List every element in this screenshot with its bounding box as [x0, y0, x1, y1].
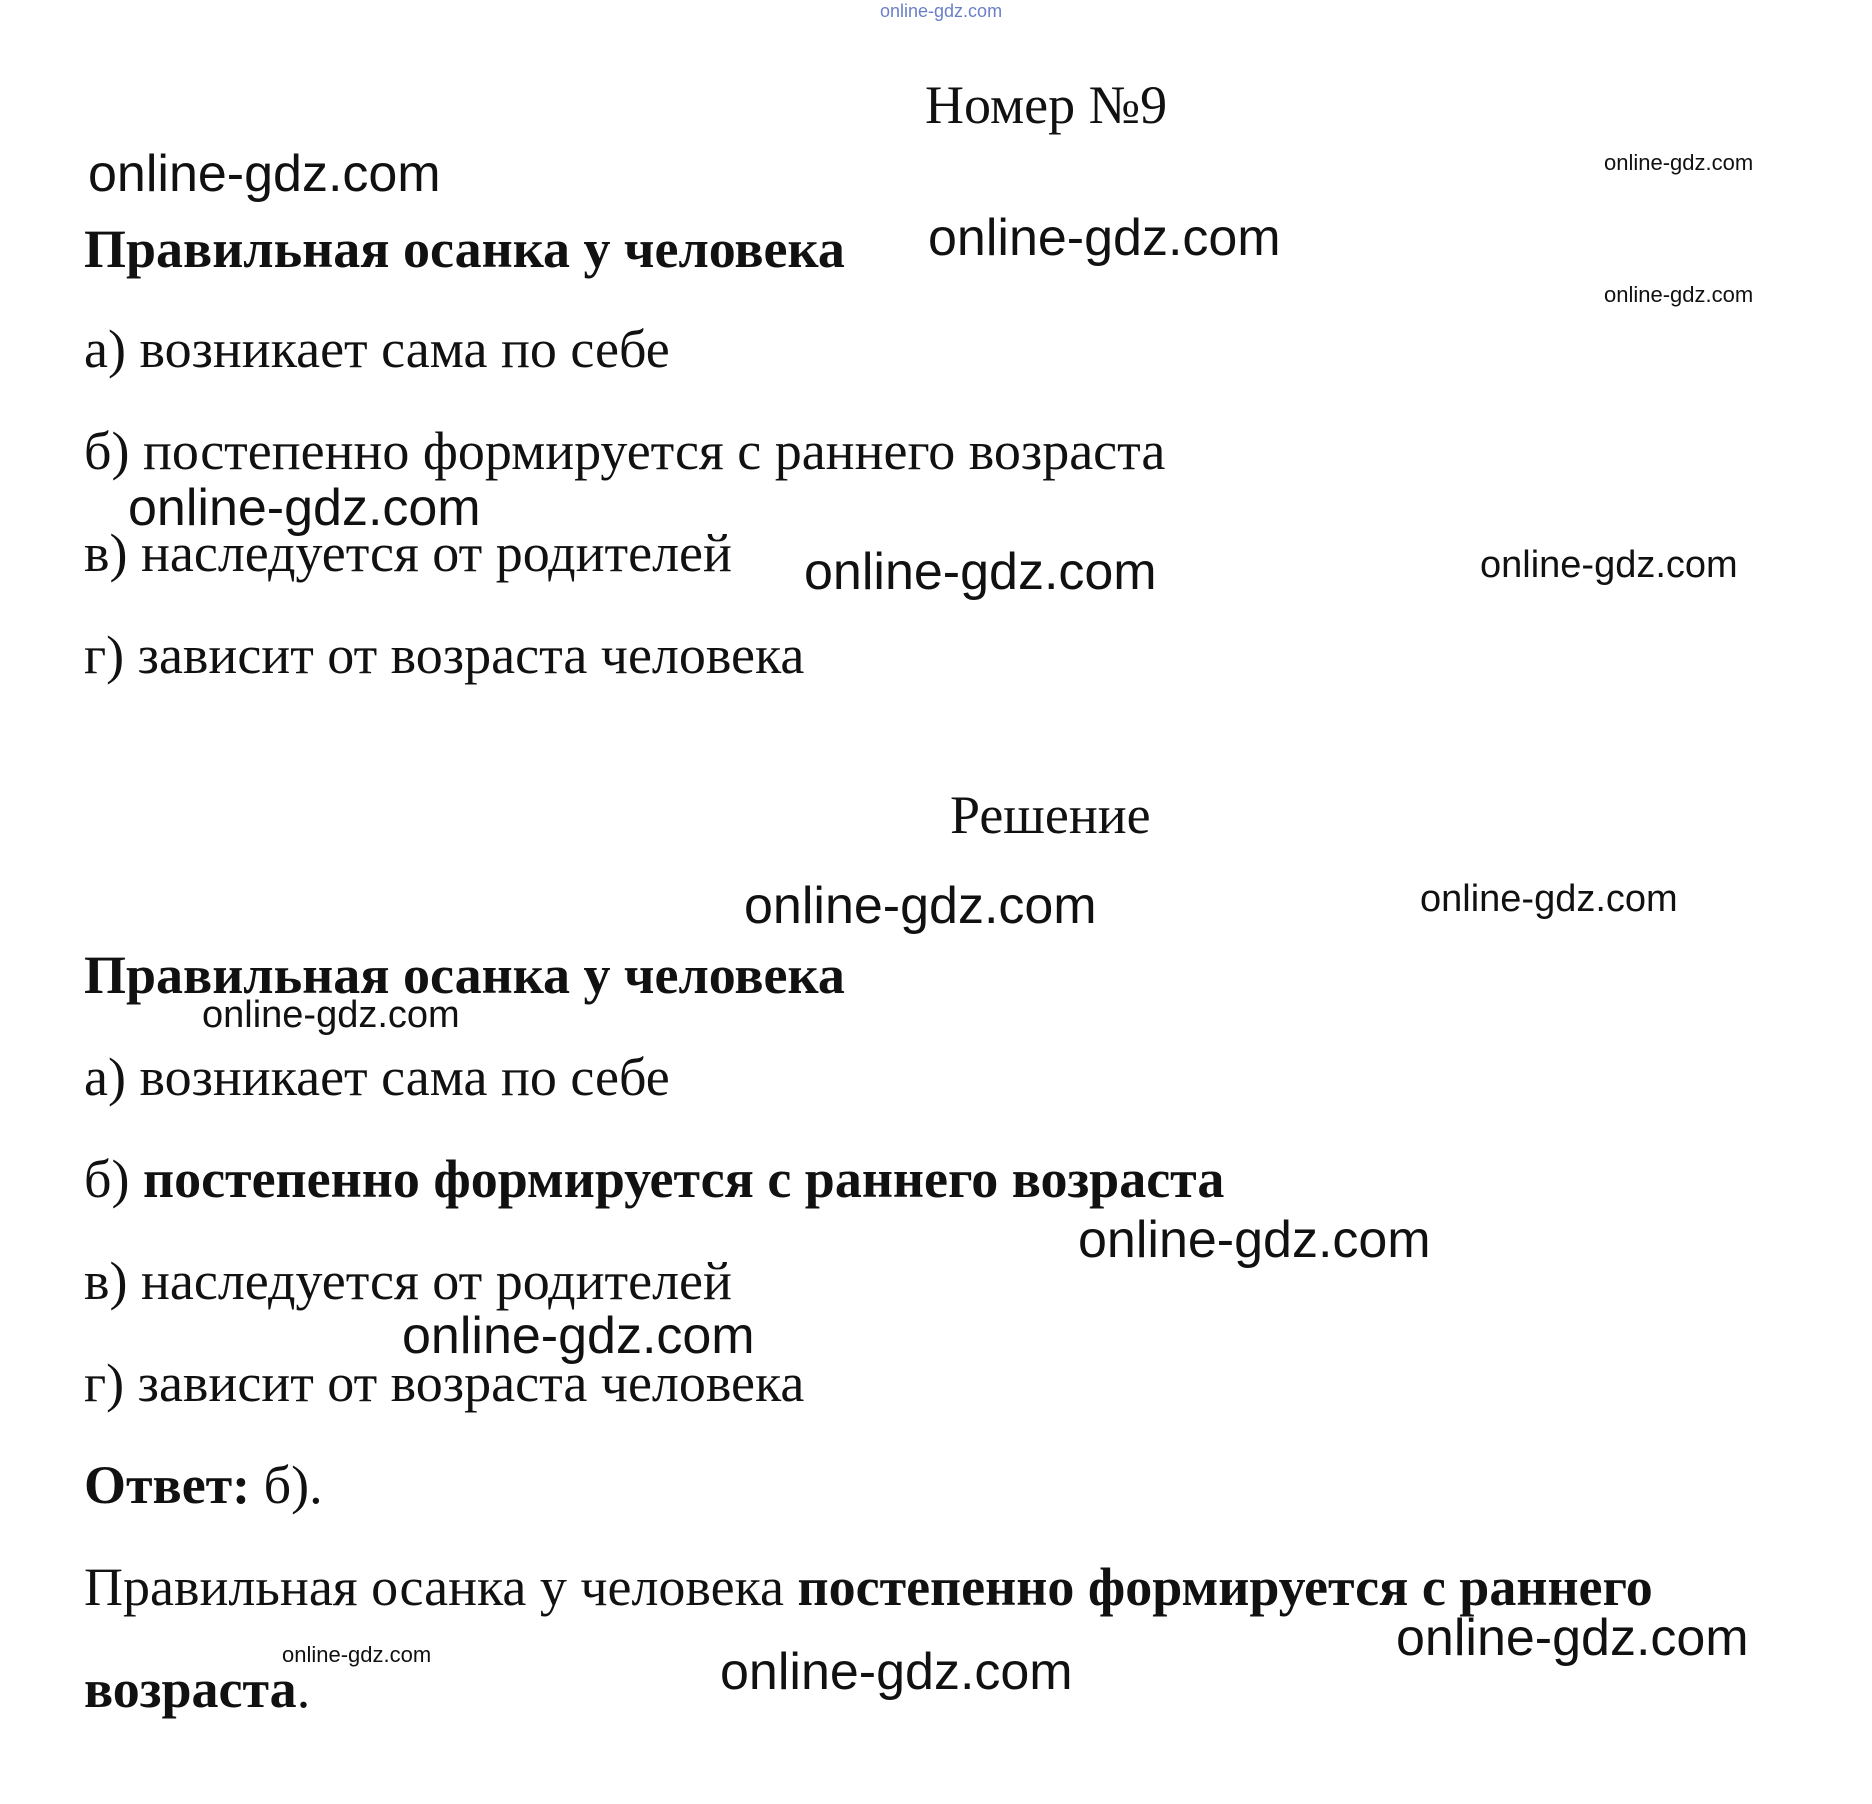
answer-line [84, 1455, 323, 1515]
watermark: online-gdz.com [282, 1642, 432, 1667]
solution-title: Решение [950, 785, 1151, 845]
watermark: online-gdz.com [1078, 1211, 1431, 1269]
exercise-option-a: а) возникает сама по себе [84, 319, 670, 379]
watermark: online-gdz.com [744, 877, 1097, 935]
option-b-prefix: б) [84, 1149, 143, 1209]
solution-option-v: в) наследуется от родителей [84, 1251, 732, 1311]
answer-value: б). [250, 1455, 323, 1515]
conclusion-line-1 [84, 1557, 1653, 1617]
exercise-option-b: б) постепенно формируется с раннего возраста [84, 421, 1166, 481]
exercise-option-v: в) наследуется от родителей [84, 523, 732, 583]
solution-option-b [84, 1149, 1225, 1209]
conclusion-end: . [296, 1659, 311, 1719]
watermark: online-gdz.com [1604, 150, 1754, 175]
conclusion-plain: Правильная осанка у человека [84, 1557, 798, 1617]
watermark: online-gdz.com [928, 209, 1281, 267]
watermark: online-gdz.com [402, 1307, 755, 1365]
exercise-title: Номер №9 [925, 75, 1168, 135]
watermark: online-gdz.com [88, 145, 441, 203]
exercise-question: Правильная осанка у человека [84, 219, 845, 279]
watermark: online-gdz.com [1396, 1609, 1749, 1667]
solution-option-a: а) возникает сама по себе [84, 1047, 670, 1107]
exercise-option-g: г) зависит от возраста человека [84, 625, 805, 685]
watermark: online-gdz.com [202, 994, 460, 1036]
watermark: online-gdz.com [720, 1643, 1073, 1701]
conclusion-bold-2: возраста [84, 1659, 297, 1719]
watermark: online-gdz.com [1420, 878, 1678, 920]
watermark: online-gdz.com [1604, 282, 1754, 307]
solution-question: Правильная осанка у человека [84, 945, 845, 1005]
conclusion-line-2 [84, 1659, 311, 1719]
watermark: online-gdz.com [880, 1, 1003, 21]
watermark: online-gdz.com [128, 479, 481, 537]
watermark: online-gdz.com [804, 543, 1157, 601]
conclusion-bold-1: постепенно формируется с раннего [797, 1557, 1653, 1617]
answer-label: Ответ: [84, 1455, 251, 1515]
solution-option-g: г) зависит от возраста человека [84, 1353, 805, 1413]
watermark: online-gdz.com [1480, 544, 1738, 586]
correct-answer-text: постепенно формируется с раннего возраста [142, 1149, 1225, 1209]
